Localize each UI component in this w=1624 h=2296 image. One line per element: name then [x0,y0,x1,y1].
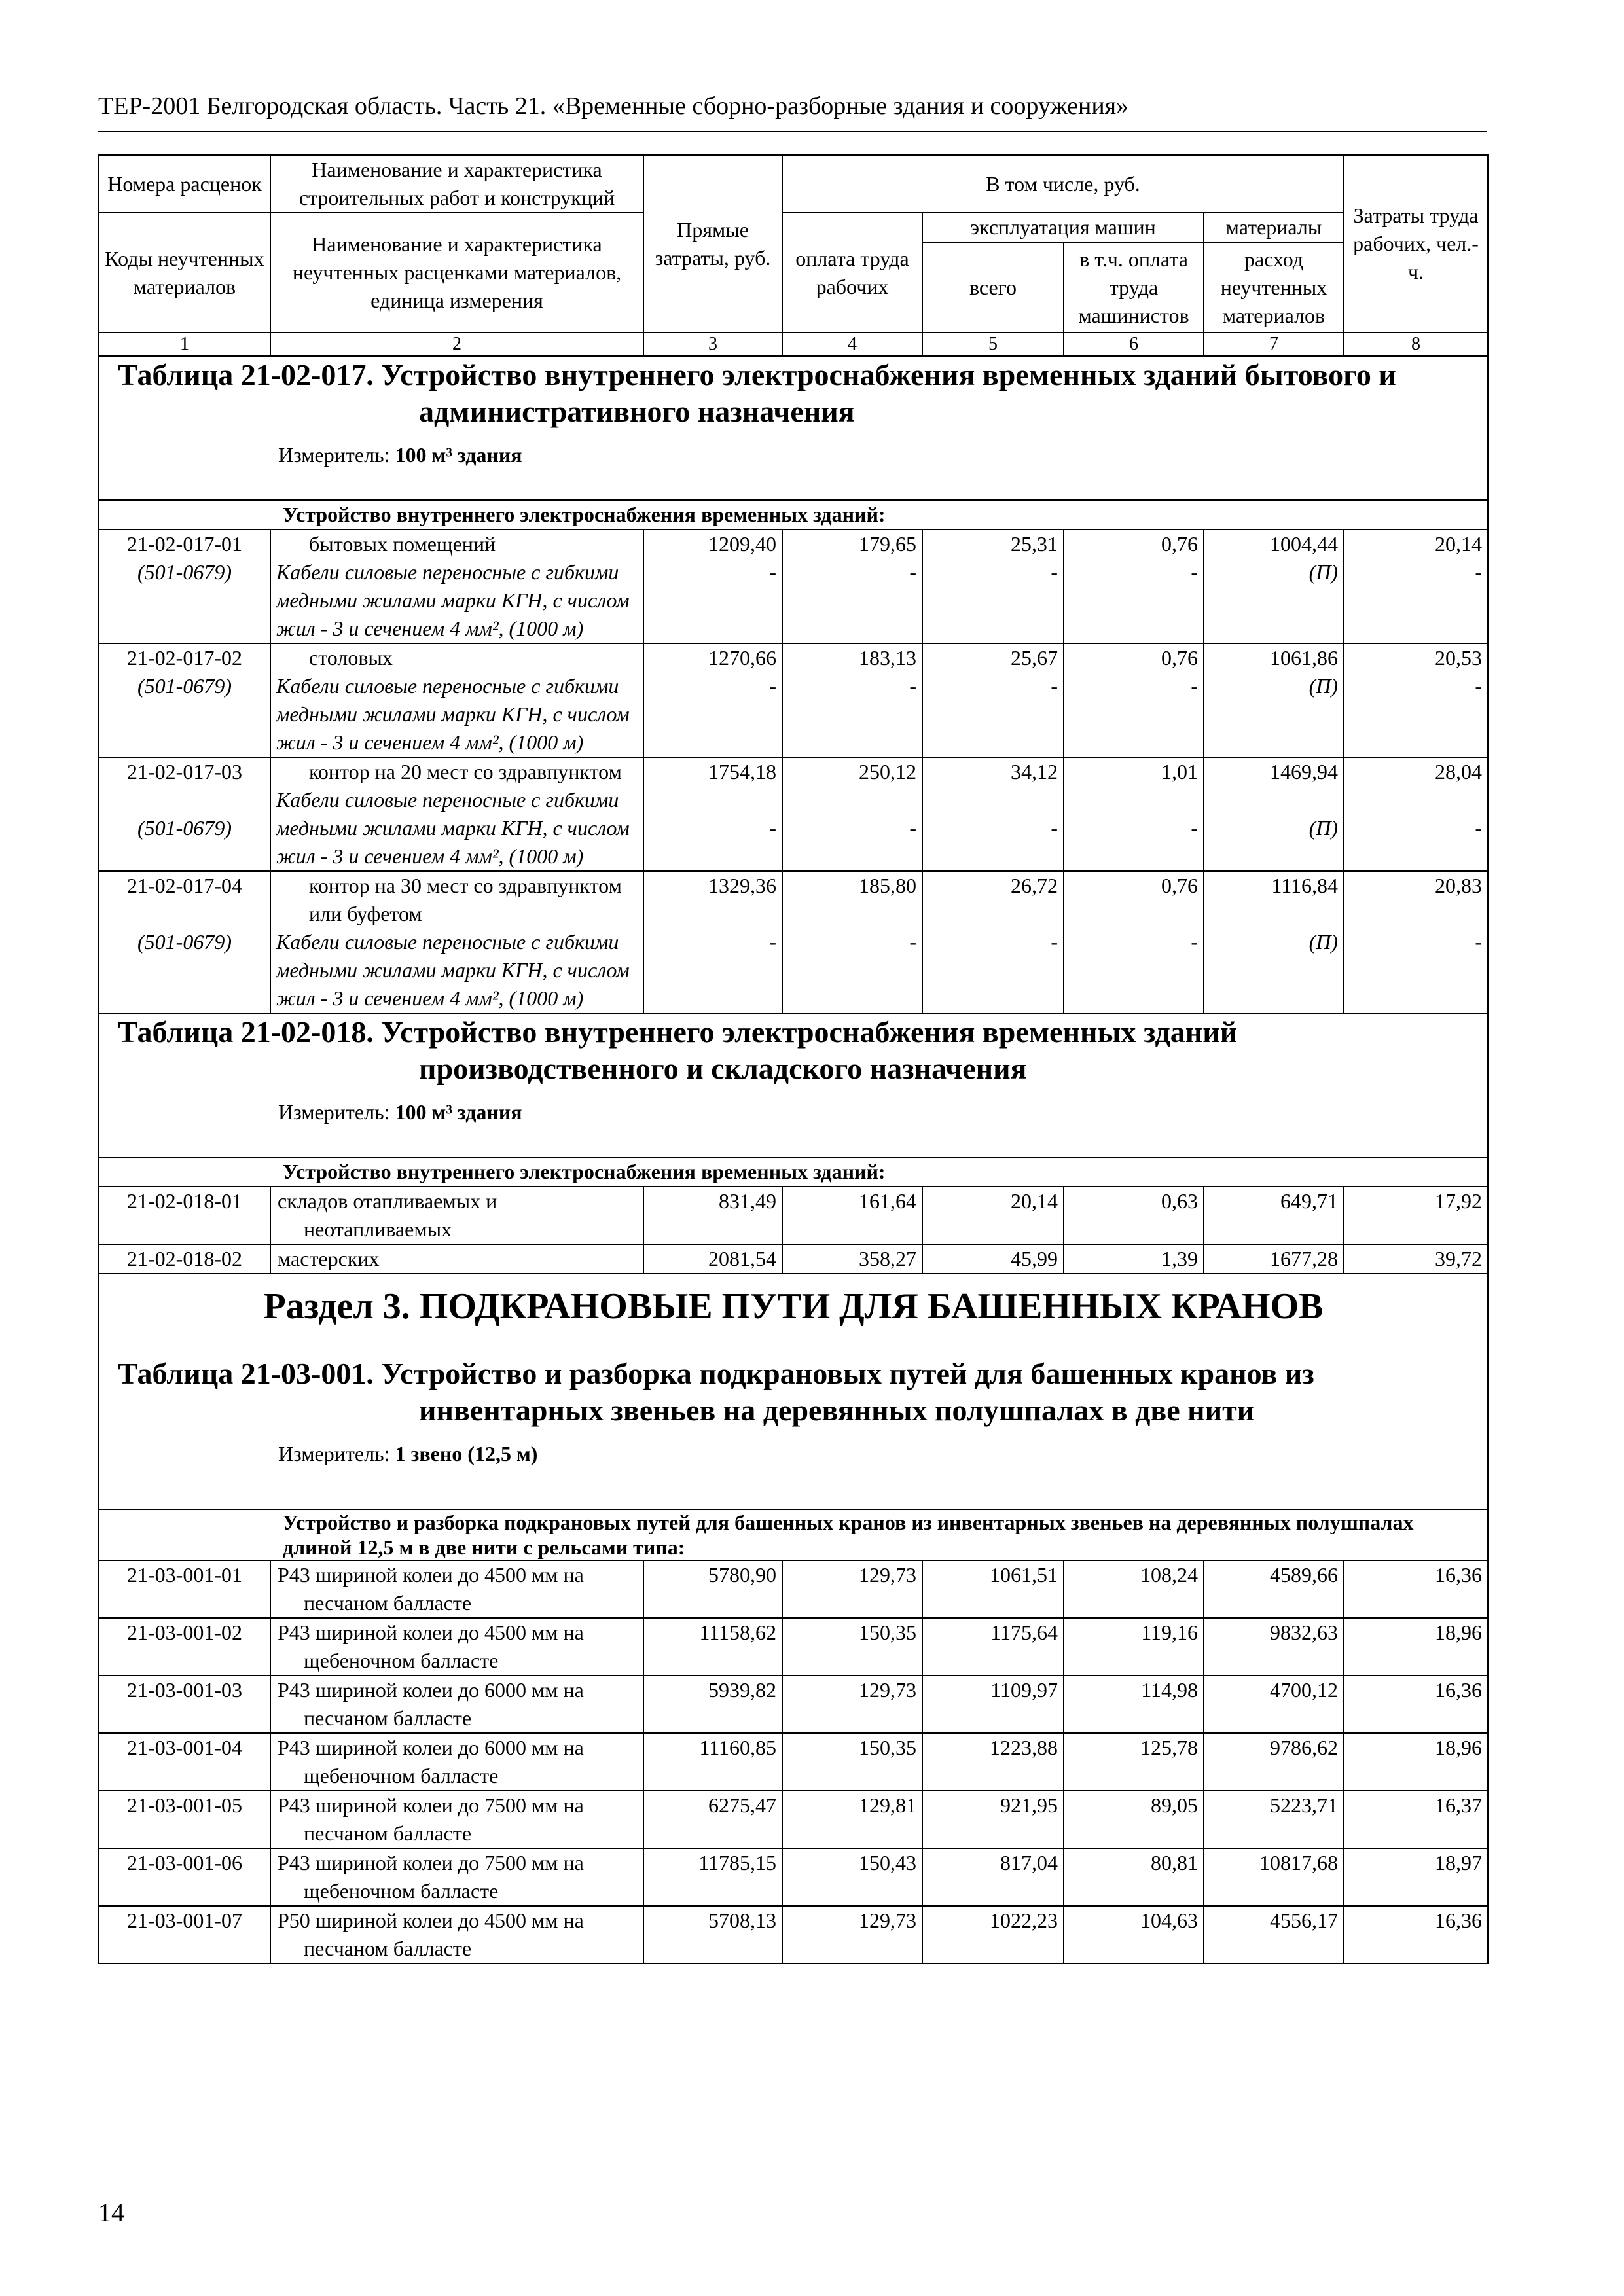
material-value: - [769,560,776,584]
value-spacer [928,786,1058,814]
work-name: Р43 шириной колеи до 4500 мм на щебеночном балласте [270,1618,643,1676]
work-name: контор на 20 мест со здравпунктом [309,760,622,783]
code-spacer [105,900,264,928]
value-cell: 1022,23 [922,1906,1064,1964]
value-cell [1344,643,1488,757]
table2-subheading-row [99,1157,1488,1187]
value: 1469,94 [1270,760,1339,783]
material-value: (П) [1308,560,1339,584]
header-material-codes: Коды неучтенных материалов [99,213,270,332]
header-machines-total: всего [922,242,1064,332]
column-number: 3 [643,332,782,356]
material-code: (501-0679) [137,674,232,698]
header-labor-costs: Затраты труда рабочих, чел.-ч. [1344,155,1488,332]
value-cell: 129,81 [782,1791,922,1848]
running-header: ТЕР-2001 Белгородская область. Часть 21. «Временные сборно-разборные здания и сооружения» [98,92,1129,120]
value: 0,76 [1161,874,1198,897]
value-spacer [1350,900,1482,928]
page-number: 14 [98,2198,124,2227]
material-name: Кабели силовые переносные с гибкими медными жилами марки КГН, с числом жил - 3 и сечением 4 мм², (1000 м) [276,674,630,754]
material-value: - [1475,930,1483,954]
value-cell [782,871,922,1013]
value-cell: 20,14 [922,1187,1064,1244]
work-name: Р43 шириной колеи до 4500 мм на песчаном балласте [270,1560,643,1618]
value-spacer [1070,900,1198,928]
value: 25,31 [1011,532,1058,556]
table-row [99,1848,1488,1906]
rate-code-cell [99,643,270,757]
header-including: В том числе, руб. [782,155,1344,213]
material-value: - [769,930,776,954]
price-table [98,154,1489,1964]
value-spacer [1350,786,1482,814]
rate-code: 21-03-001-01 [99,1560,270,1618]
table-row [99,1187,1488,1244]
value-cell [782,529,922,643]
value-cell: 6275,47 [643,1791,782,1848]
value-cell: 16,36 [1344,1906,1488,1964]
work-name: бытовых помещений [309,532,496,556]
value-cell [1204,529,1344,643]
material-value: - [1475,674,1483,698]
value-cell: 18,96 [1344,1618,1488,1676]
material-value: - [1191,560,1198,584]
table-row [99,529,1488,643]
value-cell: 129,73 [782,1560,922,1618]
column-number: 8 [1344,332,1488,356]
work-name-cell [270,643,643,757]
value-cell: 108,24 [1064,1560,1204,1618]
rate-code: 21-02-017-02 [127,646,242,670]
header-rate-numbers: Номера расценок [99,155,270,213]
value-cell: 5708,13 [643,1906,782,1964]
material-value: - [1051,674,1058,698]
value-cell: 114,98 [1064,1676,1204,1733]
value: 26,72 [1011,874,1058,897]
value-cell: 4556,17 [1204,1906,1344,1964]
table3-measure: Измеритель: 1 звено (12,5 м) [278,1442,538,1465]
value: 1004,44 [1270,532,1339,556]
material-code: (501-0679) [137,816,232,840]
value-cell: 11158,62 [643,1618,782,1676]
material-name: Кабели силовые переносные с гибкими медными жилами марки КГН, с числом жил - 3 и сечением 4 мм², (1000 м) [276,788,630,868]
table-row [99,1791,1488,1848]
value-cell [922,643,1064,757]
value-cell: 45,99 [922,1244,1064,1274]
value-cell: 18,96 [1344,1733,1488,1791]
value-cell: 150,43 [782,1848,922,1906]
value-cell [922,871,1064,1013]
value-cell: 161,64 [782,1187,922,1244]
rate-code: 21-02-017-03 [127,760,242,783]
table-row [99,643,1488,757]
column-number-row [99,332,1488,356]
value: 1209,40 [708,532,776,556]
material-code: (501-0679) [137,930,232,954]
code-spacer [105,786,264,814]
work-name-cell [270,757,643,871]
price-table-frame [98,154,1487,2140]
value-cell: 921,95 [922,1791,1064,1848]
value-cell: 17,92 [1344,1187,1488,1244]
value-cell [1064,757,1204,871]
material-value: - [1051,930,1058,954]
material-value: - [1051,560,1058,584]
value-cell: 1223,88 [922,1733,1064,1791]
value: 0,76 [1161,532,1198,556]
value-cell: 831,49 [643,1187,782,1244]
table-row [99,1618,1488,1676]
work-name: Р43 шириной колеи до 7500 мм на песчаном балласте [270,1791,643,1848]
table-row [99,1560,1488,1618]
value-cell: 80,81 [1064,1848,1204,1906]
rate-code: 21-03-001-05 [99,1791,270,1848]
material-code: (501-0679) [137,560,232,584]
value: 1270,66 [708,646,776,670]
value-cell [643,529,782,643]
material-value: (П) [1308,930,1339,954]
work-name: Р43 шириной колеи до 6000 мм на песчаном балласте [270,1676,643,1733]
table2-measure: Измеритель: 100 м³ здания [278,1100,522,1124]
value-cell [1204,757,1344,871]
value-cell: 1,39 [1064,1244,1204,1274]
column-number: 7 [1204,332,1344,356]
table1-title-row [99,356,1488,500]
value: 25,67 [1011,646,1058,670]
value-cell: 150,35 [782,1618,922,1676]
value-spacer [1070,786,1198,814]
column-number: 1 [99,332,270,356]
rate-code: 21-03-001-03 [99,1676,270,1733]
column-number: 5 [922,332,1064,356]
header-rule [98,131,1487,132]
header-direct-costs: Прямые затраты, руб. [643,155,782,332]
value-cell [1344,757,1488,871]
rate-code-cell [99,871,270,1013]
rate-code-cell [99,529,270,643]
value-cell: 5939,82 [643,1676,782,1733]
work-name: Р43 шириной колеи до 6000 мм на щебеночном балласте [270,1733,643,1791]
header-machines: эксплуатация машин [922,213,1204,242]
column-number: 2 [270,332,643,356]
work-name: складов отапливаемых и неотапливаемых [270,1187,643,1244]
value-cell: 817,04 [922,1848,1064,1906]
rate-code-cell [99,757,270,871]
material-value: (П) [1308,816,1339,840]
material-value: - [1191,930,1198,954]
value: 28,04 [1435,760,1483,783]
value: 20,14 [1435,532,1483,556]
material-value: - [909,816,916,840]
table-row [99,1676,1488,1733]
value-cell: 1677,28 [1204,1244,1344,1274]
work-name: столовых [309,646,393,670]
rate-code: 21-02-018-02 [99,1244,270,1274]
value-spacer [788,786,916,814]
value-cell: 358,27 [782,1244,922,1274]
work-name-cell [270,529,643,643]
value-cell: 5223,71 [1204,1791,1344,1848]
material-value: - [909,930,916,954]
value-cell: 150,35 [782,1733,922,1791]
value: 1,01 [1161,760,1198,783]
material-value: (П) [1308,674,1339,698]
column-number: 4 [782,332,922,356]
value-cell [1064,871,1204,1013]
column-number: 6 [1064,332,1204,356]
value-spacer [1210,786,1338,814]
value-cell: 39,72 [1344,1244,1488,1274]
value-spacer [1210,900,1338,928]
value: 20,53 [1435,646,1483,670]
value-cell: 9786,62 [1204,1733,1344,1791]
header-worker-pay: оплата труда рабочих [782,213,922,332]
value-cell: 16,37 [1344,1791,1488,1848]
value-cell [1204,643,1344,757]
value-cell [643,757,782,871]
value-cell [922,757,1064,871]
table-row [99,871,1488,1013]
header-materials: материалы [1204,213,1344,242]
work-name: мастерских [270,1244,643,1274]
value-cell: 11785,15 [643,1848,782,1906]
table3-title-row [99,1274,1488,1509]
work-name: контор на 30 мест со здравпунктом или буфетом [309,874,622,925]
table1-title: Таблица 21-02-017. Устройство внутреннего электроснабжения временных зданий бытового и административного назначения [118,358,1396,428]
value: 179,65 [859,532,916,556]
rate-code: 21-03-001-06 [99,1848,270,1906]
value-cell [1204,871,1344,1013]
material-name: Кабели силовые переносные с гибкими медными жилами марки КГН, с числом жил - 3 и сечением 4 мм², (1000 м) [276,560,630,640]
table1-subheading-row [99,500,1488,529]
table-row [99,1244,1488,1274]
value: 20,83 [1435,874,1483,897]
value: 1329,36 [708,874,776,897]
work-name-cell [270,871,643,1013]
table-row [99,1906,1488,1964]
material-value: - [1475,816,1483,840]
value-cell [643,643,782,757]
rate-code: 21-03-001-07 [99,1906,270,1964]
material-value: - [1191,816,1198,840]
value: 1061,86 [1270,646,1339,670]
material-value: - [1475,560,1483,584]
material-value: - [909,674,916,698]
header-unaccounted-materials: расход неучтенных материалов [1204,242,1344,332]
value-cell [1344,871,1488,1013]
value-cell [782,757,922,871]
work-name: Р43 шириной колеи до 7500 мм на щебеночном балласте [270,1848,643,1906]
value-cell: 5780,90 [643,1560,782,1618]
value: 34,12 [1011,760,1058,783]
value-cell [1064,529,1204,643]
material-value: - [1191,674,1198,698]
material-value: - [1051,816,1058,840]
value-cell [643,871,782,1013]
value-cell: 125,78 [1064,1733,1204,1791]
value-cell: 104,63 [1064,1906,1204,1964]
table3-subheading: Устройство и разборка подкрановых путей для башенных кранов из инвентарных звеньев на деревянных полушпалах длиной 12,5 м в две нити с рельсами типа: [99,1509,1488,1560]
value-cell: 129,73 [782,1676,922,1733]
rate-code: 21-02-017-04 [127,874,242,897]
value-cell: 4589,66 [1204,1560,1344,1618]
material-name: Кабели силовые переносные с гибкими медными жилами марки КГН, с числом жил - 3 и сечением 4 мм², (1000 м) [276,930,630,1010]
table2-title-row [99,1013,1488,1157]
value-cell: 649,71 [1204,1187,1344,1244]
value-cell: 18,97 [1344,1848,1488,1906]
table3-title: Таблица 21-03-001. Устройство и разборка подкрановых путей для башенных кранов из инвентарных звеньев на деревянных полушпалах в две нити [118,1357,1314,1427]
value-spacer [649,786,776,814]
value-spacer [649,900,776,928]
table-row [99,1733,1488,1791]
value-spacer [788,900,916,928]
value-cell [1344,529,1488,643]
value: 1754,18 [708,760,776,783]
value-cell: 9832,63 [1204,1618,1344,1676]
table2-title: Таблица 21-02-018. Устройство внутреннего электроснабжения временных зданий производственного и складского назначения [118,1015,1238,1085]
rate-code: 21-02-018-01 [99,1187,270,1244]
rate-code: 21-03-001-04 [99,1733,270,1791]
rate-code: 21-03-001-02 [99,1618,270,1676]
value-cell: 1109,97 [922,1676,1064,1733]
value-cell: 16,36 [1344,1560,1488,1618]
value-cell: 119,16 [1064,1618,1204,1676]
material-value: - [909,560,916,584]
value-cell [782,643,922,757]
value-cell: 2081,54 [643,1244,782,1274]
column-header-row-1 [99,155,1488,213]
table-row [99,757,1488,871]
material-value: - [769,674,776,698]
header-work-name: Наименование и характеристика строительных работ и конструкций [270,155,643,213]
header-material-name: Наименование и характеристика неучтенных расценками материалов, единица измерения [270,213,643,332]
material-value: - [769,816,776,840]
value: 185,80 [859,874,916,897]
value-cell: 0,63 [1064,1187,1204,1244]
value-cell [922,529,1064,643]
part3-title: Раздел 3. ПОДКРАНОВЫЕ ПУТИ ДЛЯ БАШЕННЫХ КРАНОВ [263,1286,1324,1327]
column-header-row-2 [99,213,1488,242]
table1-subheading: Устройство внутреннего электроснабжения временных зданий: [99,500,1488,529]
value-cell: 129,73 [782,1906,922,1964]
value-cell: 10817,68 [1204,1848,1344,1906]
value-cell: 4700,12 [1204,1676,1344,1733]
rate-code: 21-02-017-01 [127,532,242,556]
value-cell [1064,643,1204,757]
value-cell: 1175,64 [922,1618,1064,1676]
value: 0,76 [1161,646,1198,670]
value-spacer [928,900,1058,928]
header-operator-pay: в т.ч. оплата труда машинистов [1064,242,1204,332]
value: 1116,84 [1271,874,1339,897]
value: 250,12 [859,760,916,783]
table3-subheading-row [99,1509,1488,1560]
value-cell: 89,05 [1064,1791,1204,1848]
work-name: Р50 шириной колеи до 4500 мм на песчаном балласте [270,1906,643,1964]
value: 183,13 [859,646,916,670]
value-cell: 1061,51 [922,1560,1064,1618]
table1-measure: Измеритель: 100 м³ здания [278,443,522,467]
table2-subheading: Устройство внутреннего электроснабжения временных зданий: [99,1157,1488,1187]
value-cell: 16,36 [1344,1676,1488,1733]
value-cell: 11160,85 [643,1733,782,1791]
